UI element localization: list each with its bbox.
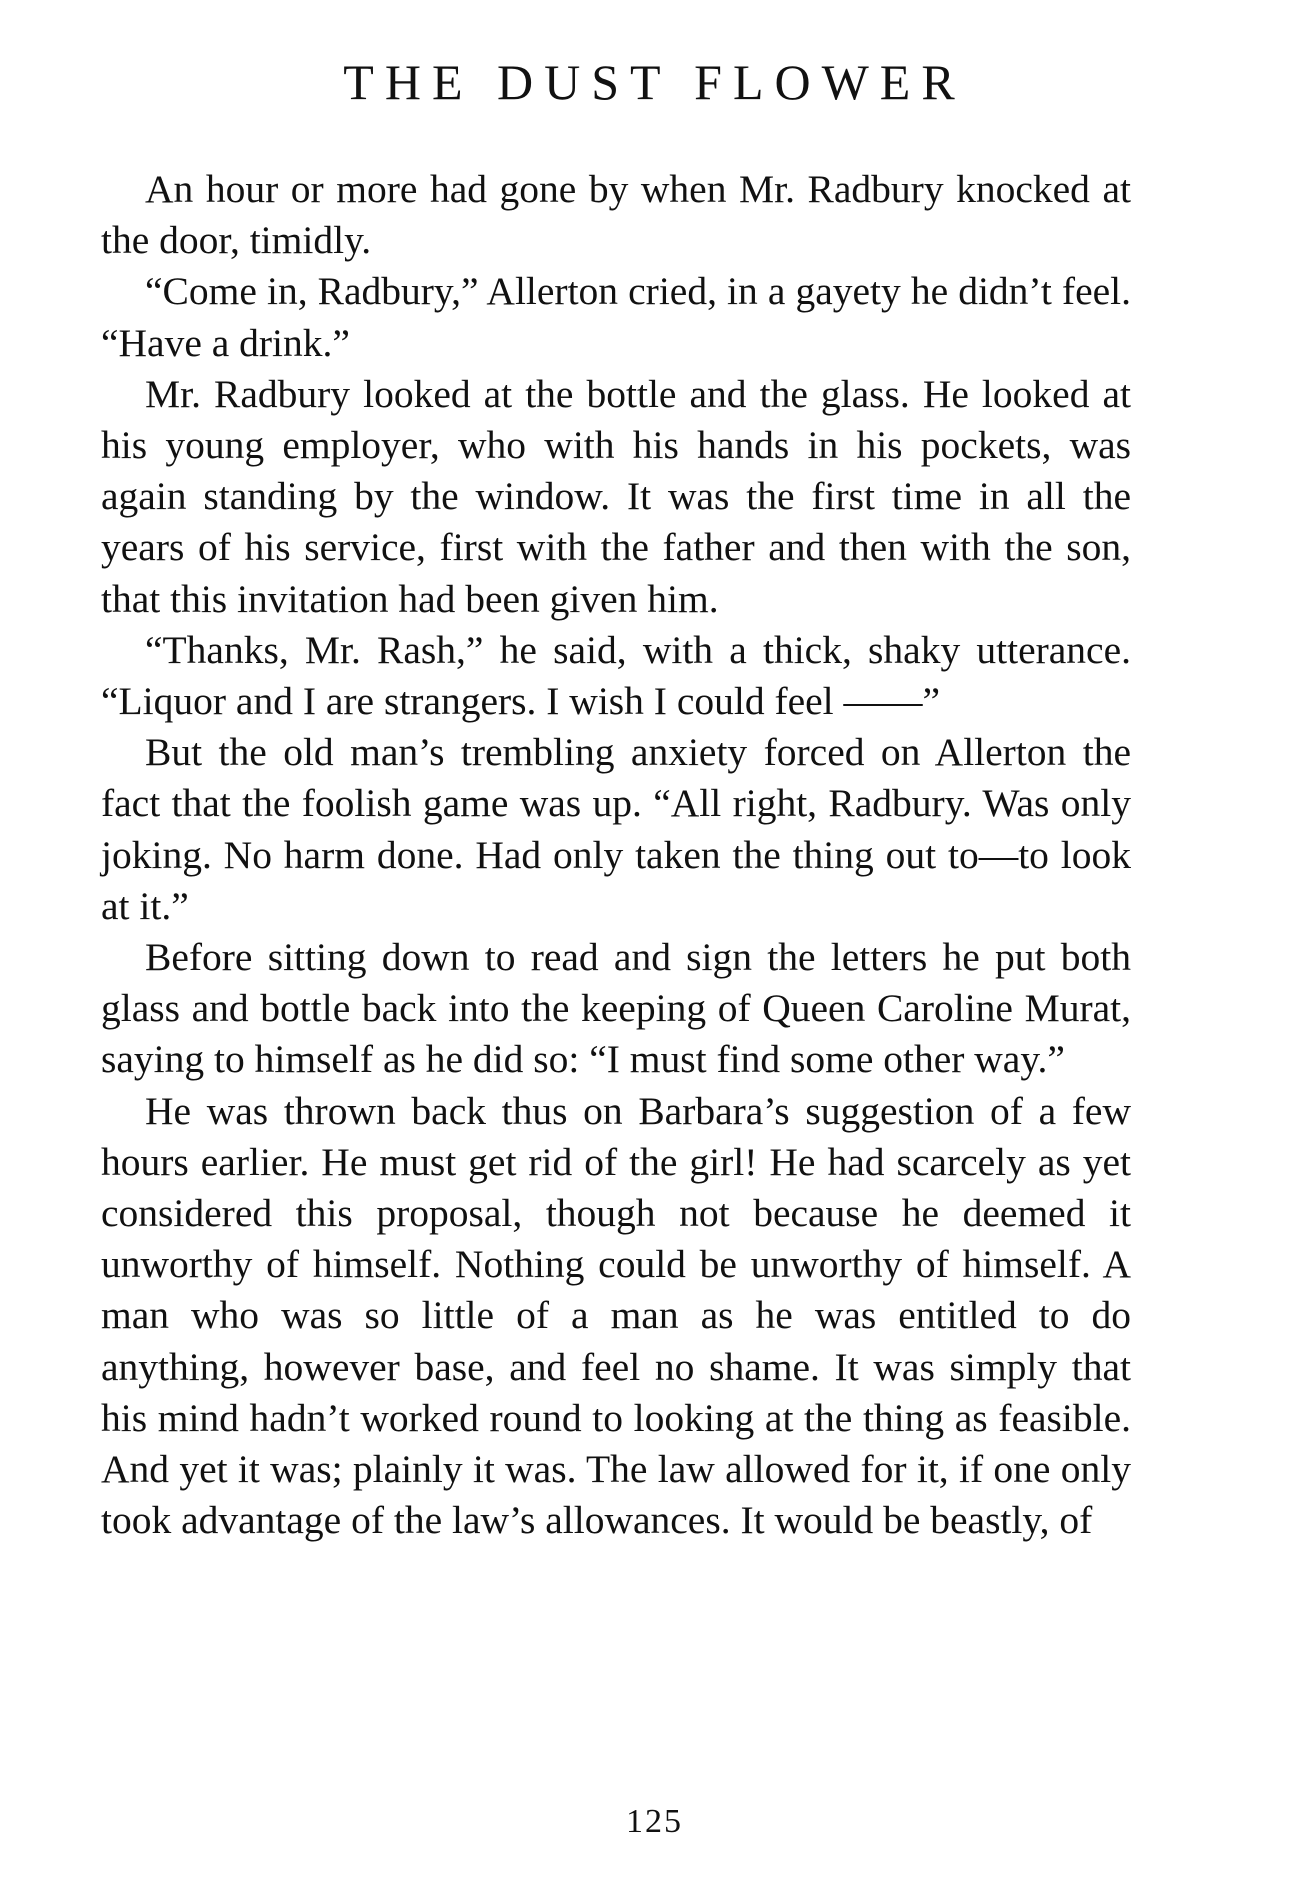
running-head: THE DUST FLOWER bbox=[343, 54, 966, 110]
paragraph: An hour or more had gone by when Mr. Radbury knocked at the door, timidly. bbox=[101, 167, 1131, 263]
body-text bbox=[101, 164, 1131, 1546]
paragraph: “Thanks, Mr. Rash,” he said, with a thick, shaky utterance. “Liquor and I are strangers. I wish I could feel ——” bbox=[101, 627, 1131, 724]
paragraph: He was thrown back thus on Barbara’s suggestion of a few hours earlier. He must get rid of the girl! He had scarcely as yet considered this proposal, though not because he deemed it unworthy of himself. Nothing could be unworthy of himself. A man who was so little of a man as he was entitled to do anything, however base, and feel no shame. It was simply that his mind hadn’t worked round to looking at the thing as feasible. And yet it was; plainly it was. The law allowed for it, if one only took advantage of the law’s allowances. It would be beastly, of bbox=[101, 1088, 1131, 1543]
paragraph: Mr. Radbury looked at the bottle and the glass. He looked at his young employer, who with his hands in his pockets, was again standing by the window. It was the first time in all the years of his service, first with the father and then with the son, that this invitation had been given him. bbox=[101, 371, 1131, 621]
page-number: 125 bbox=[626, 1803, 683, 1840]
paragraph: “Come in, Radbury,” Allerton cried, in a gayety he didn’t feel. “Have a drink.” bbox=[101, 269, 1131, 365]
paragraph: Before sitting down to read and sign the letters he put both glass and bottle back into the keeping of Queen Caroline Murat, saying to himself as he did so: “I must find some other way.” bbox=[101, 935, 1131, 1082]
paragraph: But the old man’s trembling anxiety forced on Allerton the fact that the foolish game was up. “All right, Radbury. Was only joking. No harm done. Had only taken the thing out to—to look at it.” bbox=[101, 730, 1131, 928]
